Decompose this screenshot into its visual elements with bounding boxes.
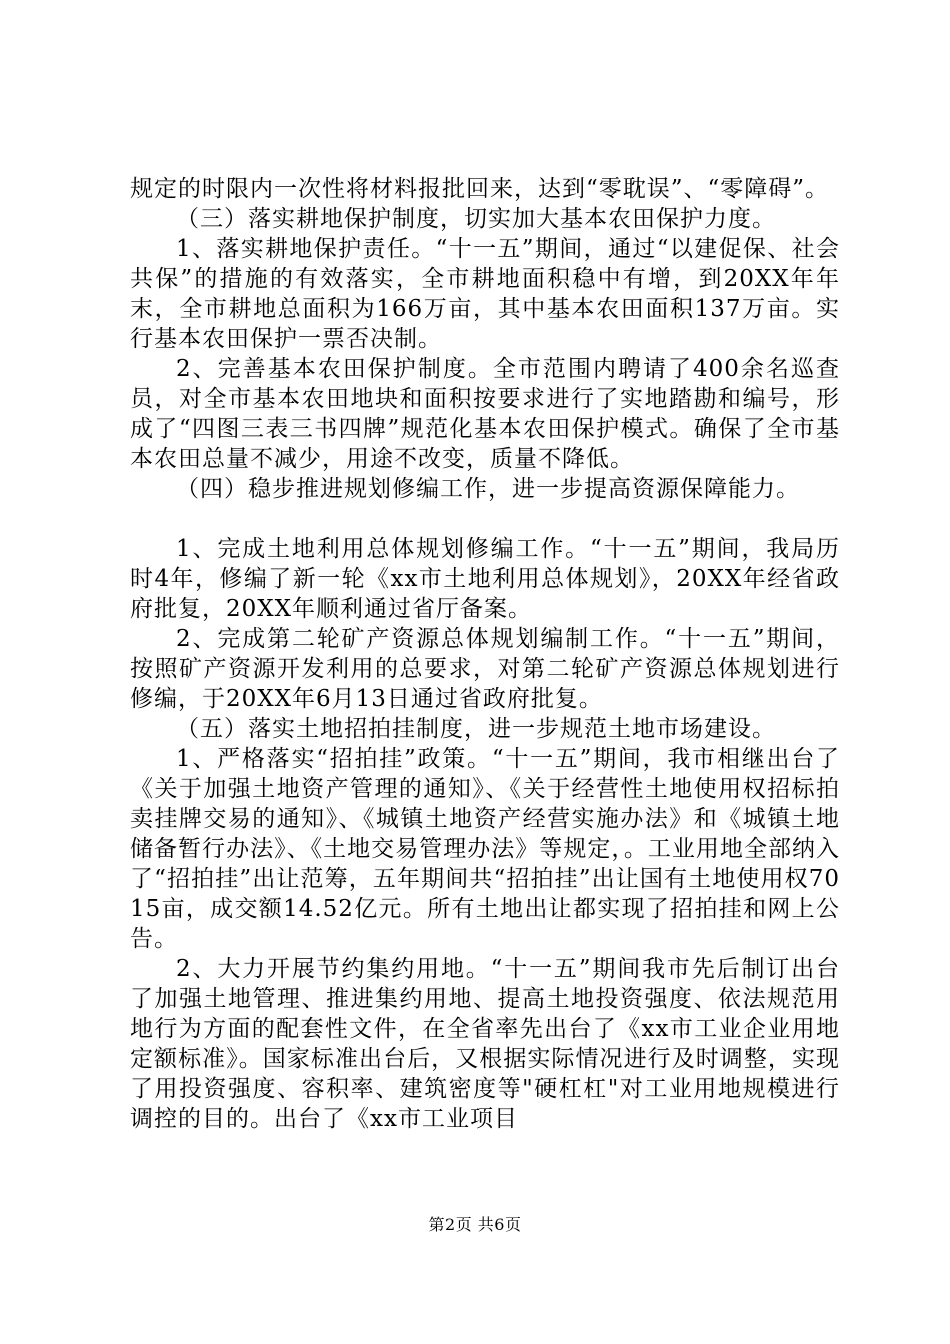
- section-heading-3: （三）落实耕地保护制度，切实加大基本农田保护力度。: [176, 206, 776, 232]
- paragraph-3-2: 2、完善基本农田保护制度。全市范围内聘请了400余名巡查员，对全市基本农田地块和面积按要求进行了实地踏勘和编号，形成了“四图三表三书四牌”规范化基本农田保护模式。确保了全市基本农田总量不减少，用途不改变，质量不降低。: [130, 356, 840, 472]
- page-number-footer: 第2页 共6页: [428, 1215, 522, 1234]
- document-body: [130, 174, 840, 1134]
- blank-line: [130, 504, 840, 534]
- paragraph-5-1: 1、严格落实“招拍挂”政策。“十一五”期间，我市相继出台了《关于加强土地资产管理的通知》、《关于经营性土地使用权招标拍卖挂牌交易的通知》、《城镇土地资产经营实施办法》和《城镇土地储备暂行办法》、《土地交易管理办法》等规定，。工业用地全部纳入了“招拍挂”出让范筹，五年期间共“招拍挂”出让国有土地使用权7015亩，成交额14.52亿元。所有土地出让都实现了招拍挂和网上公告。: [130, 746, 840, 952]
- section-heading-5: （五）落实土地招拍挂制度，进一步规范土地市场建设。: [176, 716, 776, 742]
- paragraph-continuation: 规定的时限内一次性将材料报批回来，达到“零耽误”、“零障碍”。: [130, 176, 830, 202]
- paragraph-4-1: 1、完成土地利用总体规划修编工作。“十一五”期间，我局历时4年，修编了新一轮《xx市土地利用总体规划》，20XX年经省政府批复，20XX年顺利通过省厅备案。: [130, 536, 840, 622]
- paragraph-3-1: 1、落实耕地保护责任。“十一五”期间，通过“以建促保、社会共保”的措施的有效落实，全市耕地面积稳中有增，到20XX年年末，全市耕地总面积为166万亩，其中基本农田面积137万亩。实行基本农田保护一票否决制。: [130, 236, 840, 352]
- paragraph-4-2: 2、完成第二轮矿产资源总体规划编制工作。“十一五”期间，按照矿产资源开发利用的总要求，对第二轮矿产资源总体规划进行修编，于20XX年6月13日通过省政府批复。: [130, 626, 840, 712]
- paragraph-5-2: 2、大力开展节约集约用地。“十一五”期间我市先后制订出台了加强土地管理、推进集约用地、提高土地投资强度、依法规范用地行为方面的配套性文件，在全省率先出台了《xx市工业企业用地定额标准》。国家标准出台后，又根据实际情况进行及时调整，实现了用投资强度、容积率、建筑密度等"硬杠杠"对工业用地规模进行调控的目的。出台了《xx市工业项目: [130, 956, 840, 1132]
- section-heading-4: （四）稳步推进规划修编工作，进一步提高资源保障能力。: [176, 476, 800, 502]
